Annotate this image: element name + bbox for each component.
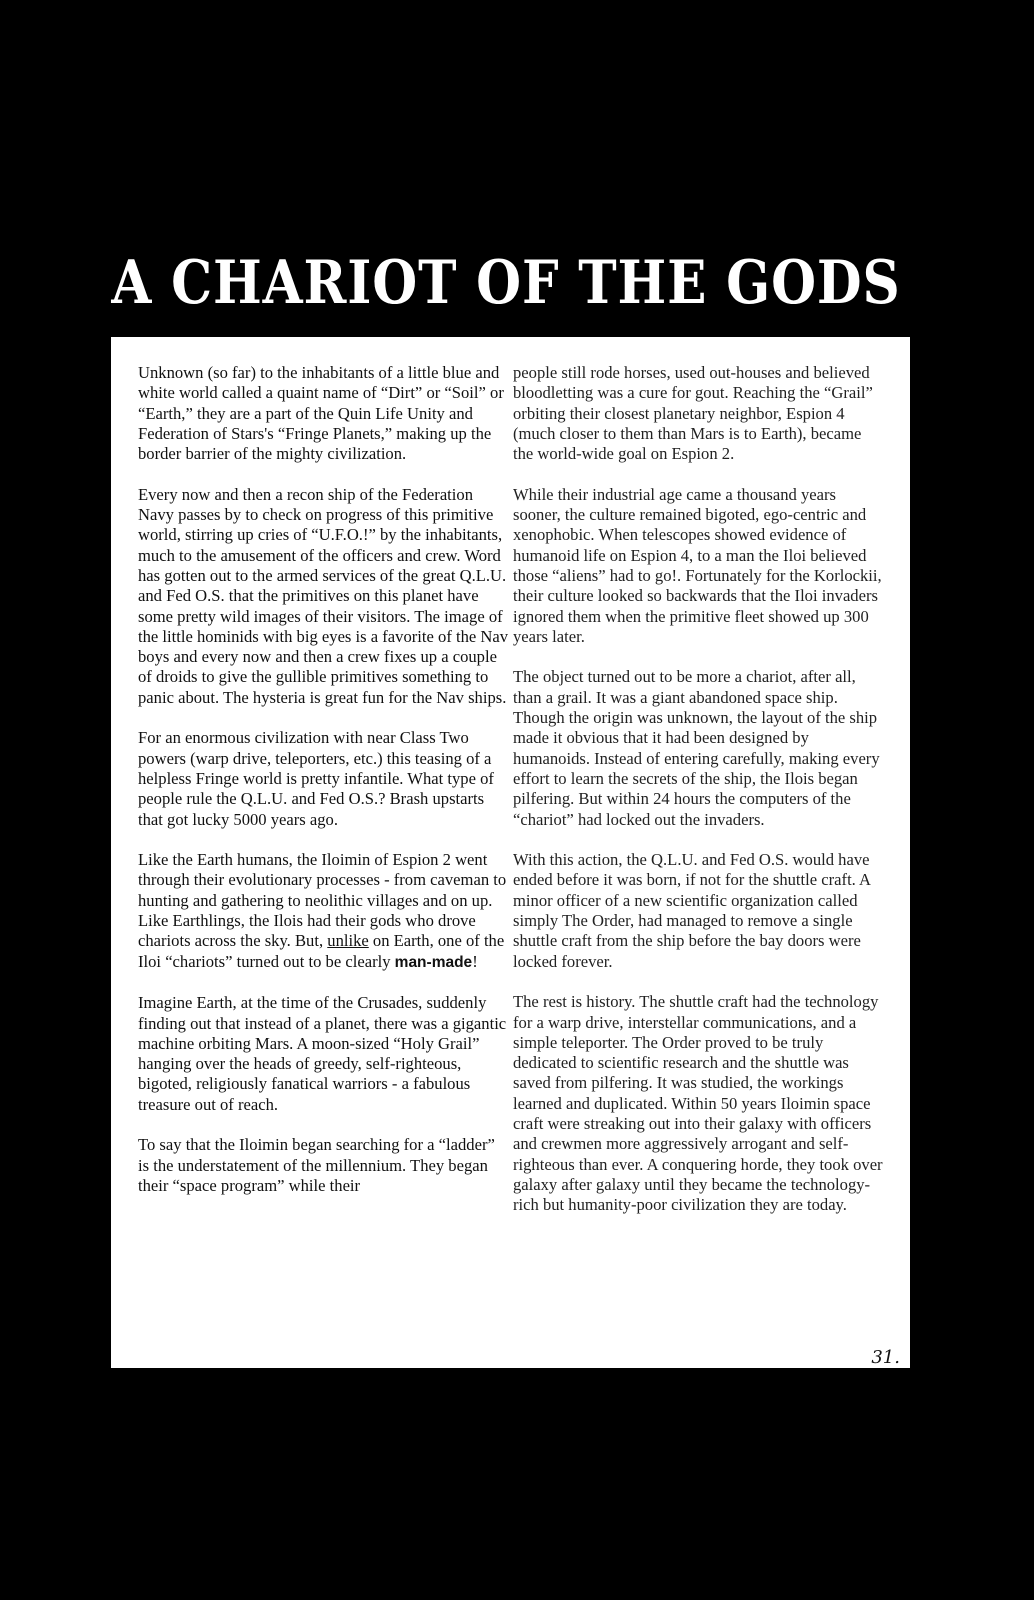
paragraph: Unknown (so far) to the inhabitants of a little blue and white world called a quaint name of “Dirt” or “Soil” or “Earth,” they are a part of the Quin Life Unity and Federation of Stars's “Fringe Planets,” making up the border barrier of the mighty civilization. — [138, 363, 504, 464]
page-number: 31. — [871, 1347, 900, 1368]
paragraph: To say that the Iloimin began searching for a “ladder” is the understatement of the millennium. They began their “space program” while their — [138, 1135, 495, 1195]
left-column — [138, 363, 510, 1216]
text-run: on Earth, one of the Iloi “chariots” turned out to be clearly — [138, 931, 505, 971]
paragraph: The rest is history. The shuttle craft had the technology for a warp drive, interstellar communications, and a simple teleporter. The Order proved to be truly dedicated to scientific research and the shuttle was saved from pilfering. It was studied, the workings learned and duplicated. Within 50 years Iloimin space craft were streaking out into their galaxy with officers and crewmen more aggressively arrogant and self-righteous than ever. A conquering horde, they took over galaxy after galaxy until they became the technology-rich but humanity-poor civilization they are today. — [513, 992, 883, 1215]
paragraph: With this action, the Q.L.U. and Fed O.S. would have ended before it was born, if not for the shuttle craft. A minor officer of a new scientific organization called simply The Order, had managed to remove a single shuttle craft from the ship before the bay doors were locked forever. — [513, 850, 871, 971]
page-title: A CHARIOT OF THE GODS — [111, 248, 901, 318]
bold-phrase: man-made — [394, 953, 473, 971]
paragraph: For an enormous civilization with near Class Two powers (warp drive, teleporters, etc.) this teasing of a helpless Fringe world is pretty infantile. What type of people rule the Q.L.U. and Fed O.S.? Brash upstarts that got lucky 5000 years ago. — [138, 728, 494, 829]
paragraph: Imagine Earth, at the time of the Crusades, suddenly finding out that instead of a planet, there was a gigantic machine orbiting Mars. A moon-sized “Holy Grail” hanging over the heads of greedy, self-righteous, bigoted, religiously fanatical warriors - a fabulous treasure out of reach. — [138, 993, 507, 1114]
paragraph: Every now and then a recon ship of the Federation Navy passes by to check on progress of this primitive world, stirring up cries of “U.F.O.!” by the inhabitants, much to the amusement of the officers and crew. Word has gotten out to the armed services of the great Q.L.U. and Fed O.S. that the primitives on this planet have some pretty wild images of their visitors. The image of the little hominids with big eyes is a favorite of the Nav boys and every now and then a crew fixes up a couple of droids to give the gullible primitives something to panic about. The hysteria is great fun for the Nav ships. — [138, 484, 509, 707]
paragraph: While their industrial age came a thousand years sooner, the culture remained bigoted, ego-centric and xenophobic. When telescopes showed evidence of humanoid life on Espion 4, to a man the Iloi believed those “aliens” had to go!. Fortunately for the Korlockii, their culture looked so backwards that the Iloi invaders ignored them when the primitive fleet showed up 300 years later. — [513, 484, 882, 646]
content-panel — [111, 337, 910, 1368]
underlined-word: unlike — [327, 931, 369, 951]
paragraph: people still rode horses, used out-houses and believed bloodletting was a cure for gout. Reaching the “Grail” orbiting their closest planetary neighbor, Espion 4 (much closer to them than Mars is to Earth), became the world-wide goal on Espion 2. — [513, 363, 873, 464]
text-run: Like the Earth humans, the Iloimin of Espion 2 went through their evolutionary processes - from caveman to hunting and gathering to neolithic villages and on up. Like Earthlings, the Ilois had their gods who drove chariots across the sky. But, — [138, 850, 507, 951]
text-run: ! — [472, 951, 478, 971]
paragraph: The object turned out to be more a chariot, after all, than a grail. It was a giant abandoned space ship. Though the origin was unknown, the layout of the ship made it obvious that it had been designed by humanoids. Instead of entering carefully, making every effort to learn the secrets of the ship, the Ilois began pilfering. But within 24 hours the computers of the “chariot” had locked out the invaders. — [513, 667, 880, 829]
right-column — [513, 363, 885, 1236]
paragraph — [138, 850, 510, 973]
